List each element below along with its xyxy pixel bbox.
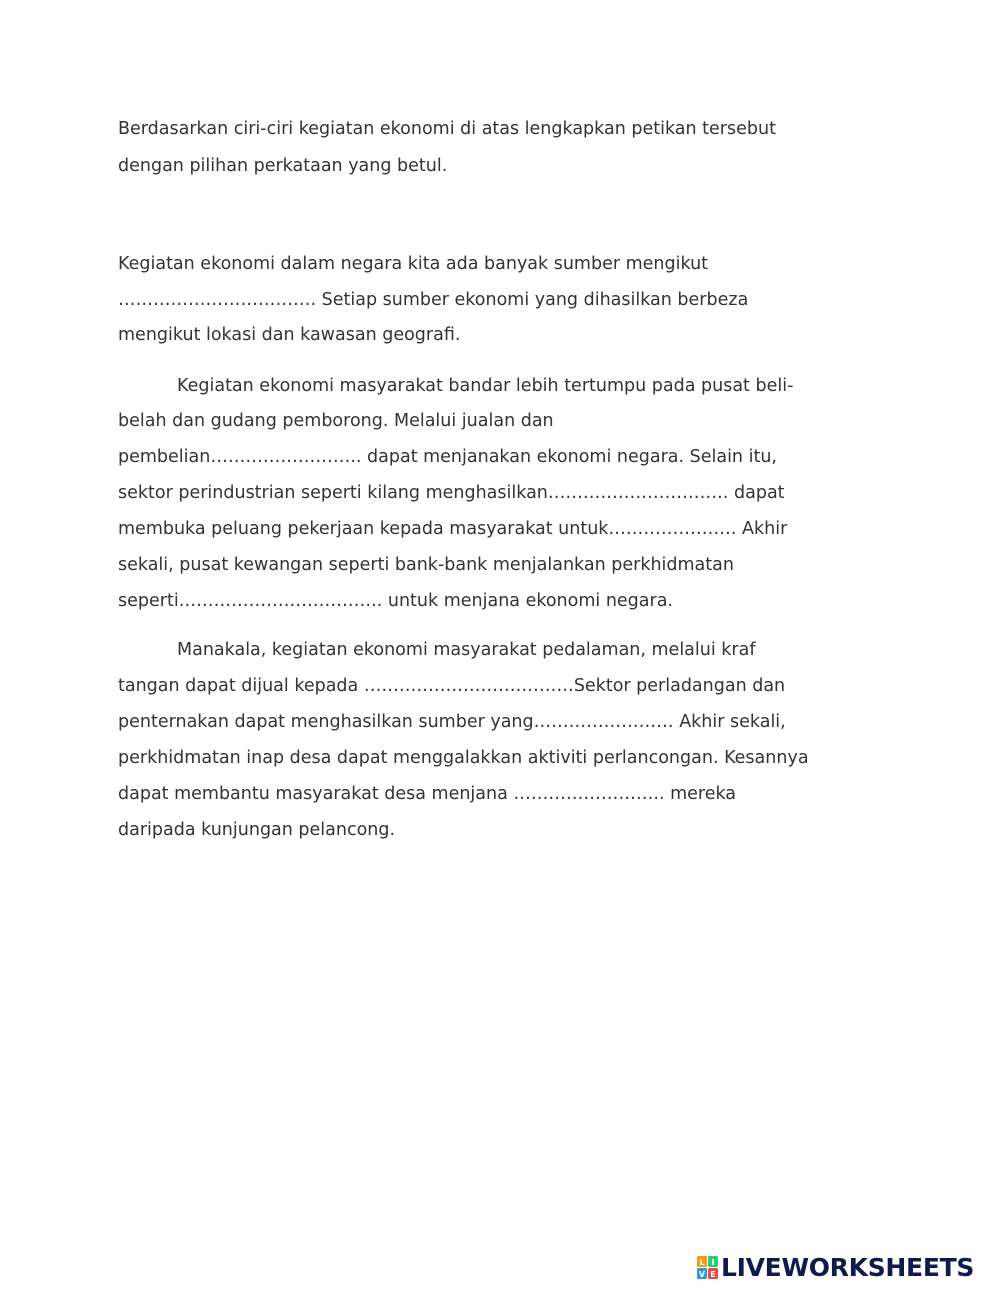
paragraph-2-line-1: Kegiatan ekonomi masyarakat bandar lebih tertumpu pada pusat beli-	[177, 376, 794, 396]
paragraph-1-line-2: ……………………………. Setiap sumber ekonomi yang dihasilkan berbeza	[118, 290, 749, 310]
paragraph-2-line-3: pembelian…………………….. dapat menjanakan ekonomi negara. Selain itu,	[118, 447, 777, 467]
paragraph-2-line-4: sektor perindustrian seperti kilang menghasilkan…………………………. dapat	[118, 483, 785, 503]
paragraph-1-line-3: mengikut lokasi dan kawasan geografi.	[118, 325, 461, 345]
instruction-line-2: dengan pilihan perkataan yang betul.	[118, 156, 448, 176]
paragraph-3-line-2: tangan dapat dijual kepada ………………………………Sektor perladangan dan	[118, 676, 786, 696]
paragraph-3-line-5: dapat membantu masyarakat desa menjana …………………….. mereka	[118, 784, 737, 804]
svg-text:I: I	[711, 1258, 715, 1267]
brand-name: LIVEWORKSHEETS	[721, 1253, 975, 1282]
liveworksheets-brand	[697, 1254, 974, 1282]
svg-text:L: L	[699, 1258, 705, 1267]
paragraph-2-line-7: seperti…………………………….. untuk menjana ekonomi negara.	[118, 591, 673, 611]
svg-text:E: E	[710, 1270, 716, 1279]
paragraph-3-line-1: Manakala, kegiatan ekonomi masyarakat pedalaman, melalui kraf	[177, 640, 756, 660]
liveworksheets-logo-icon	[697, 1256, 719, 1280]
paragraph-1-line-1: Kegiatan ekonomi dalam negara kita ada banyak sumber mengikut	[118, 254, 709, 274]
svg-text:V: V	[698, 1270, 706, 1279]
paragraph-3-line-6: daripada kunjungan pelancong.	[118, 820, 396, 840]
instruction-line-1: Berdasarkan ciri-ciri kegiatan ekonomi di atas lengkapkan petikan tersebut	[118, 119, 776, 139]
paragraph-2-line-5: membuka peluang pekerjaan kepada masyarakat untuk…………………. Akhir	[118, 519, 788, 539]
paragraph-3-line-3: penternakan dapat menghasilkan sumber yang…………………… Akhir sekali,	[118, 712, 786, 732]
paragraph-2-line-2: belah dan gudang pemborong. Melalui jualan dan	[118, 411, 554, 431]
paragraph-2-line-6: sekali, pusat kewangan seperti bank-bank menjalankan perkhidmatan	[118, 555, 734, 575]
paragraph-3-line-4: perkhidmatan inap desa dapat menggalakkan aktiviti perlancongan. Kesannya	[118, 748, 809, 768]
